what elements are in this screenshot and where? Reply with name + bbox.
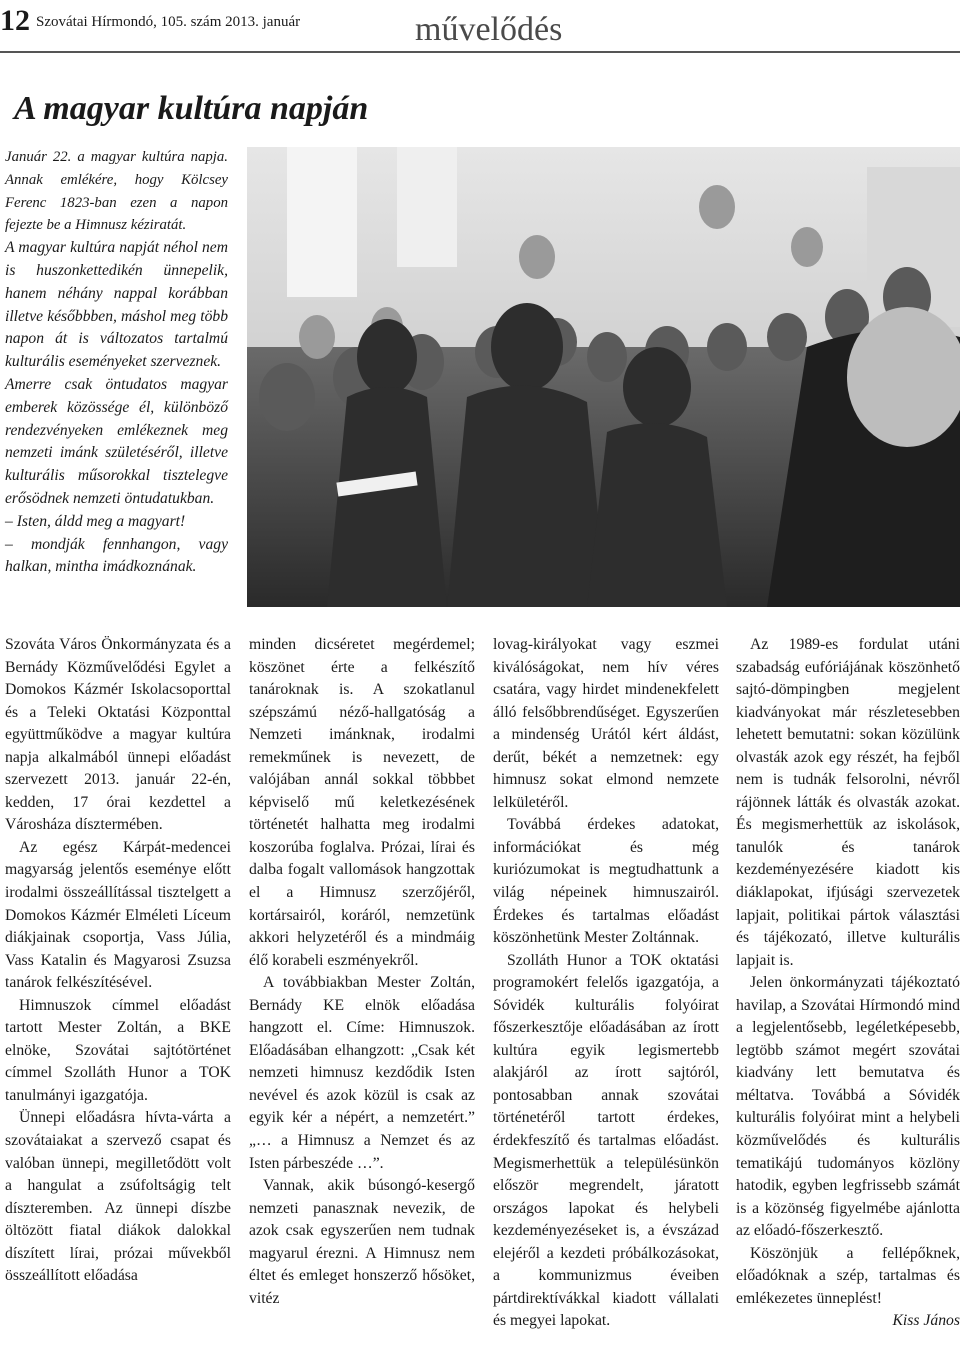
- article-title: A magyar kultúra napján: [14, 90, 369, 127]
- article-paragraph: Szolláth Hunor a TOK oktatási programokért felelős igazgatója, a Sóvidék kulturális folyóirat főszerkesztője előadásában az írott kultúra egyik legismertebb alakjáról az írott sajtóról, pontosabban annak szovátai történetéről tartott érdekes, érdekfeszítő és tartalmas előadást. Megismerhettük a településünkön először megrendelt, járatott országos lapokat és helybeli kezdeményezéseket is, a évszázad elejéről a kezdeti próbálkozásokat, a kommunizmus éveiben pártdirektívákkal kiadott vállalati és megyei lapokat.: [493, 951, 719, 1330]
- article-column-3: [493, 634, 719, 1333]
- article-author: Kiss János: [892, 1312, 960, 1330]
- article-paragraph: Vannak, akik búsongó-kesergő nemzeti panasznak nevezik, de azok csak egyszerűen nem tudnak magyarul érezni. A Himnusz nem éltet és emleget honszerző hősöket, vitéz: [249, 1177, 475, 1307]
- header-rule: [0, 51, 960, 53]
- article-column-2: [249, 634, 475, 1310]
- section-title: művelődés: [415, 11, 563, 48]
- intro-paragraph: – mondják fennhangon, vagy halkan, mintha imádkoznának.: [5, 535, 228, 576]
- article-paragraph: A továbbiakban Mester Zoltán, Bernády KE elnök előadása hangzott el. Címe: Himnuszok. Előadásában elhangzott: „Csak két nemzeti himnusz kezdődik Isten nevével és azok közül is csak az egyik kér a népért, a nemzetért.” „… a Himnusz a Nemzet és az Isten párbeszéde …”.: [249, 974, 475, 1172]
- article-paragraph: Himnuszok címmel előadást tartott Mester Zoltán, a BKE elnöke, Szovátai sajtótörténet címmel Szolláth Hunor a TOK tanulmányi igazgatója.: [5, 996, 231, 1104]
- article-column-4: [736, 634, 960, 1333]
- intro-paragraph: Január 22. a magyar kultúra napja. Annak emlékére, hogy Kölcsey Ferenc 1823-ban ezen a napon fejezte be a Himnusz kéziratát.: [5, 149, 228, 234]
- article-paragraph: Továbbá érdekes adatokat, információkat és még kuriózumokat is megtudhattunk a világ népeinek himnuszairól. Érdekes és tartalmas előadást köszönhetünk Mester Zoltánnak.: [493, 816, 719, 947]
- audience-photo-icon: [247, 147, 960, 607]
- intro-paragraph: – Isten, áldd meg a magyart!: [5, 512, 186, 530]
- article-intro: [5, 146, 228, 579]
- intro-paragraph: A magyar kultúra napját néhol nem is huszonkettedikén ünnepelik, hanem néhány nappal korábban illetve későbbben, máshol meg több napon át is változatos tartalmú kulturális eseményeket szerveznek.: [5, 239, 228, 371]
- article-paragraph: Az egész Kárpát-medencei magyarság jelentős eseménye előtt irodalmi összeállítással tisztelgett a Domokos Kázmér Elméleti Líceum diákjainak csoportja, Vass Júlia, Vass Katalin és Magyarosi Zsuzsa tanárok felkészítésével.: [5, 838, 231, 992]
- article-paragraph: Az 1989-es fordulat utáni szabadság eufóriájának köszönhető sajtó-dömpingben megjelent kiadványokat már részletesebben lehetett bemutatni: sokan közülünk olvasták azok egy részét, ha fejből nem is tudnák felsorolni, névről rájönnek látták és olvasták azokat. És megismerhettük az iskolások, tanulók és tanárok kezdeményezésére kiadott kis diáklapokat, ifjúsági szervezetek lapjait, politikai pártok választási és tájékozató, illetve kulturális lapjait is.: [736, 636, 960, 969]
- audience-photo: [247, 147, 960, 607]
- article-paragraph: Köszönjük a fellépőknek, előadóknak a szép, tartalmas és emlékezetes ünneplést!: [736, 1244, 960, 1307]
- intro-paragraph: Amerre csak öntudatos magyar emberek közössége él, különböző rendezvényeken emlékeznek meg nemzeti imánk születéséről, illetve kulturális műsorokkal tisztelegve erősödnek nemzeti öntudatukban.: [5, 375, 228, 507]
- article-paragraph: Szováta Város Önkormányzata és a Bernády Közművelődési Egylet a Domokos Kázmér Iskolacsoporttal és a Teleki Oktatási Központtal együttműködve a magyar kultúra napja alkalmából ünnepi előadást szervezett 2013. január 22-én, kedden, 17 órai kezdettel a Városháza dísztermében.: [5, 636, 231, 834]
- article-column-1: [5, 634, 231, 1288]
- page-number: 12: [0, 4, 30, 37]
- publication-line: Szovátai Hírmondó, 105. szám 2013. január: [36, 14, 301, 30]
- page-header: [0, 0, 960, 56]
- article-paragraph: lovag-királyokat vagy eszmei kiválóságokat, nem hív véres csatára, vagy hirdet mindenekfelett álló felsőbbrendűséget. Egyszerűen a mindenség Urától kért áldást, derűt, békét a nemzetnek: egy himnusz sokat elmond nemzete lelkületéről.: [493, 636, 719, 811]
- article-paragraph: Ünnepi előadásra hívta-várta a szovátaiakat a szervező csapat és valóban ünnepi, megilletődött volt a hangulat a zsúfoltságig telt díszteremben. Az ünnepi díszbe öltözött fiatal diákok dalokkal díszített lírai, prózai művekből összeállított előadása: [5, 1109, 231, 1285]
- article-paragraph: minden dicséretet megérdemel; köszönet érte a felkészítő tanároknak is. A szokatlanul szépszámú néző-hallgatóság a Nemzeti imánknak, irodalmi remekműnek is nevezett, de valójában annál sokkal többbet képviselő mű keletkezésének történetét halhatta meg irodalmi koszorúba foglalva. Prózai, lírai és dalba fogalt vallomások hangzottak el a Himnusz szerzőjéről, kortársairól, koráról, nemzetünk akkori helyzetéről és a mindmáig élő korabeli eszményekről.: [249, 636, 475, 969]
- article-paragraph: Jelen önkormányzati tájékoztató havilap, a Szovátai Hírmondó mind a legjelentősebb, legéletképesebb, legtöbb számot megért szovátai kiadvány lett bemutatva és méltatva. Továbbá a Sóvidék kulturális folyóirat mint a helybeli közművelődés és kulturális tematikájú tudományos közlöny hatodik, egyben legfrissebb számát is a közönség figyelmébe ajánlotta az előadó-főszerkesztő.: [736, 974, 960, 1240]
